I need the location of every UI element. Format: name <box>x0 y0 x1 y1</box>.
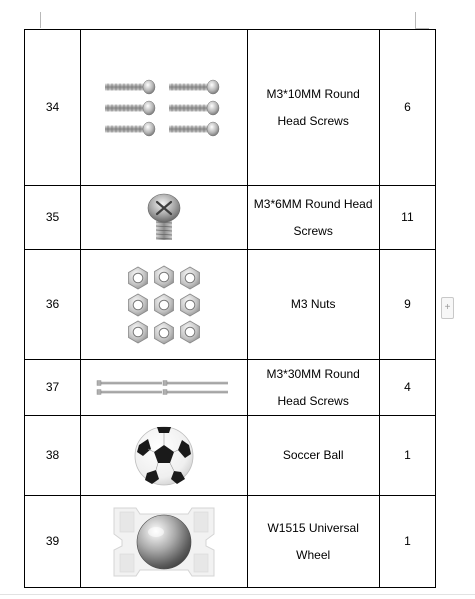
part-name-text: W1515 Universal Wheel <box>267 520 359 562</box>
part-image-cell <box>81 496 247 588</box>
part-name <box>247 496 379 588</box>
table-row <box>25 30 436 186</box>
plus-icon[interactable]: + <box>441 297 454 319</box>
table-row <box>25 360 436 416</box>
crop-mark-left-vertical <box>40 12 41 28</box>
part-name <box>247 416 379 496</box>
part-image-cell <box>81 416 247 496</box>
part-number: 36 <box>25 250 81 360</box>
part-name <box>247 186 379 250</box>
part-number: 35 <box>25 186 81 250</box>
part-quantity: 9 <box>379 250 435 360</box>
part-name <box>247 30 379 186</box>
crop-mark-right-vertical <box>415 12 416 28</box>
parts-table <box>24 29 436 588</box>
part-name <box>247 360 379 416</box>
part-number: 34 <box>25 30 81 186</box>
part-name-text: M3*30MM Round Head Screws <box>266 366 360 408</box>
part-quantity: 1 <box>379 416 435 496</box>
table-row <box>25 250 436 360</box>
part-quantity: 6 <box>379 30 435 186</box>
part-image-cell <box>81 250 247 360</box>
part-image-cell <box>81 186 247 250</box>
part-name-text: Soccer Ball <box>282 448 344 462</box>
soccer-ball-image <box>133 425 195 487</box>
bottom-page-edge <box>0 594 475 595</box>
table-row <box>25 186 436 250</box>
table-row <box>25 496 436 588</box>
round-head-screws-30mm-image <box>96 377 232 399</box>
part-image-cell <box>81 30 247 186</box>
round-head-screws-10mm-image <box>99 73 229 143</box>
table-row <box>25 416 436 496</box>
round-head-screw-6mm-image <box>139 192 189 244</box>
part-number: 39 <box>25 496 81 588</box>
part-quantity: 11 <box>379 186 435 250</box>
part-quantity: 4 <box>379 360 435 416</box>
part-number: 37 <box>25 360 81 416</box>
part-name-text: M3*10MM Round Head Screws <box>266 86 360 128</box>
universal-wheel-image <box>106 502 222 582</box>
part-number: 38 <box>25 416 81 496</box>
part-name-text: M3*6MM Round Head Screws <box>253 196 373 238</box>
m3-nuts-image <box>124 263 204 347</box>
part-name <box>247 250 379 360</box>
part-image-cell <box>81 360 247 416</box>
part-name-text: M3 Nuts <box>290 297 336 311</box>
part-quantity: 1 <box>379 496 435 588</box>
